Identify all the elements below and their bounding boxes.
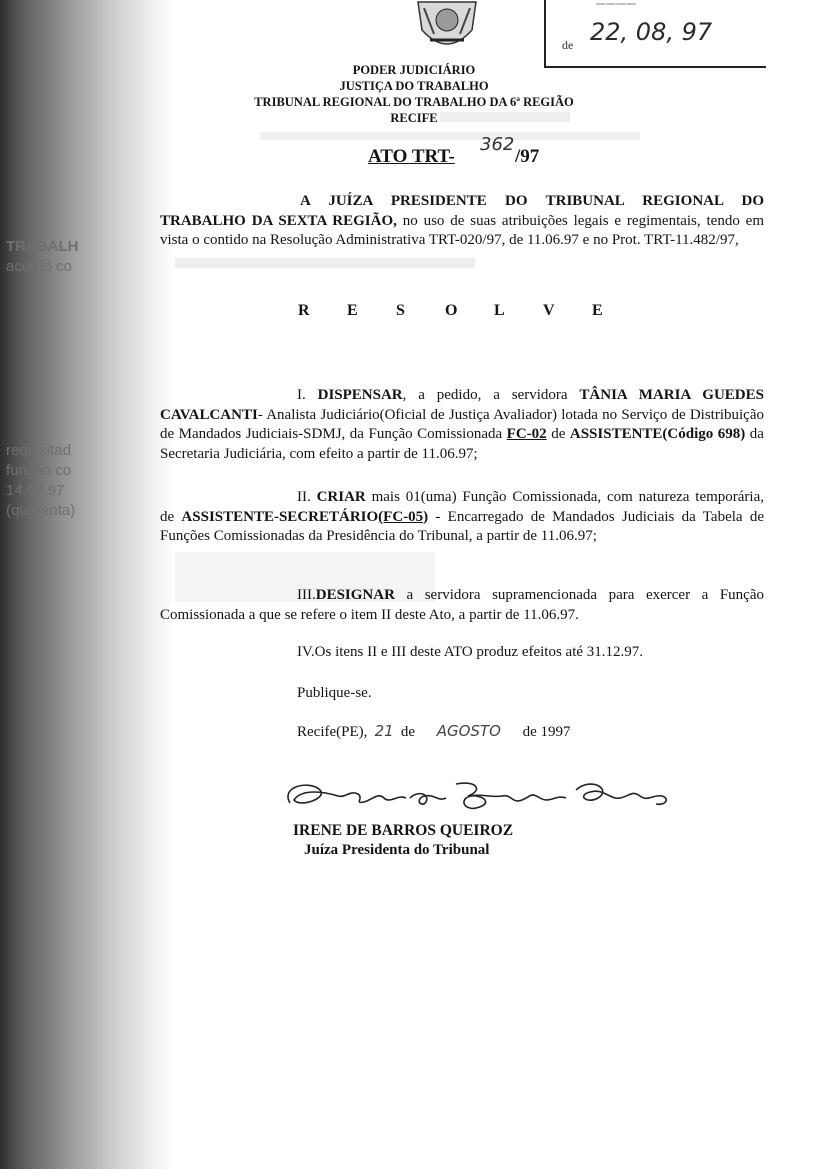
place: Recife(PE), bbox=[297, 724, 368, 740]
item-text: de bbox=[546, 426, 570, 442]
resolve-heading bbox=[298, 302, 641, 320]
ghost-mark bbox=[260, 132, 640, 140]
function-role: ASSISTENTE(Código 698) bbox=[569, 426, 746, 442]
act-title-prefix: ATO TRT- bbox=[368, 146, 455, 167]
publish-line: Publique-se. bbox=[297, 685, 372, 701]
year: de 1997 bbox=[522, 724, 571, 740]
preamble-text: no uso de suas atribuições legais e regimentais, tendo em vista o contido na Resolução Administrativa TRT-020/97, de 11.06.97 e no Prot. TRT-11.482/97, bbox=[160, 212, 764, 248]
resolve-letter: E bbox=[592, 302, 603, 319]
bleed-line: 14.07.97 bbox=[6, 482, 65, 499]
bleed-line: (quarenta) bbox=[6, 502, 76, 519]
item-3 bbox=[160, 586, 764, 625]
item-action: DESIGNAR bbox=[315, 587, 395, 603]
stamp-top-mark: ──── bbox=[596, 0, 637, 11]
item-text: mais 01(uma) Função Comissionada, com natureza temporária, de bbox=[160, 489, 764, 525]
item-text: - Encarregado de Mandados Judiciais da Tabela de Funções Comissionadas da Presidência do Tribunal, a partir de 11.06.97; bbox=[160, 508, 764, 544]
coat-of-arms-emblem bbox=[410, 0, 484, 58]
bleed-line: requisitad bbox=[6, 442, 72, 459]
signer-role: Juíza Presidenta do Tribunal bbox=[304, 842, 490, 858]
item-number: II. bbox=[297, 489, 317, 505]
act-number: 362 bbox=[480, 134, 515, 155]
item-text: a servidora supramencionada para exercer a Função Comissionada a que se refere o item II deste Ato, a partir de 11.06.97. bbox=[160, 587, 764, 623]
stamp-date: 22, 08, 97 bbox=[590, 18, 713, 46]
item-text: da Secretaria Judiciária, com efeito a partir de 11.06.97; bbox=[160, 426, 764, 462]
employee-name: TÂNIA MARIA GUEDES CAVALCANTI bbox=[160, 387, 764, 423]
signer-name: IRENE DE BARROS QUEIROZ bbox=[293, 822, 514, 839]
item-4: IV.Os itens II e III deste ATO produz efeitos até 31.12.97. bbox=[297, 644, 644, 660]
item-action: CRIAR bbox=[316, 489, 366, 505]
resolve-letter: S bbox=[396, 302, 405, 319]
function-code: (FC-05) bbox=[378, 508, 429, 525]
act-title-suffix: /97 bbox=[515, 146, 540, 167]
resolve-letter: R bbox=[298, 302, 310, 319]
function-role: ASSISTENTE-SECRETÁRIO bbox=[181, 508, 379, 525]
item-number: III. bbox=[297, 587, 316, 603]
item-number: I. bbox=[297, 387, 318, 403]
resolve-letter: V bbox=[543, 302, 555, 319]
bleed-line: TRABALH bbox=[6, 238, 79, 255]
resolve-letter: L bbox=[494, 302, 505, 319]
stamp-label: de bbox=[562, 38, 574, 52]
resolve-letter: E bbox=[347, 302, 358, 319]
date-connector: de bbox=[400, 724, 416, 740]
preamble bbox=[160, 192, 764, 251]
header-line-4: RECIFE bbox=[390, 111, 438, 125]
place-date-line bbox=[297, 722, 570, 741]
item-text: , a pedido, a servidora bbox=[402, 387, 580, 403]
ghost-mark bbox=[175, 258, 475, 268]
header-line-3: TRIBUNAL REGIONAL DO TRABALHO DA 6ª REGIÃO bbox=[254, 95, 574, 109]
item-action: DISPENSAR bbox=[317, 387, 403, 403]
bleed-line: acordo co bbox=[6, 258, 72, 275]
header-line-1: PODER JUDICIÁRIO bbox=[352, 63, 476, 77]
handwritten-day: 21 bbox=[374, 722, 394, 740]
handwritten-month: AGOSTO bbox=[436, 722, 501, 740]
item-text: - Analista Judiciário(Oficial de Justiça Avaliador) lotada no Serviço de Distribuição de Mandados Judiciais-SDMJ, da Função Comissionada bbox=[160, 406, 764, 442]
handwritten-signature bbox=[280, 768, 680, 828]
preamble-authority: A JUÍZA PRESIDENTE DO TRIBUNAL REGIONAL DO TRABALHO DA SEXTA REGIÃO, bbox=[160, 193, 764, 229]
resolve-letter: O bbox=[445, 302, 458, 319]
item-2 bbox=[160, 488, 764, 547]
bleed-line: função co bbox=[6, 462, 72, 479]
scan-shadow bbox=[0, 0, 175, 1169]
function-code: FC-02 bbox=[506, 426, 547, 442]
item-1 bbox=[160, 386, 764, 464]
protocol-stamp bbox=[544, 0, 766, 68]
header-line-2: JUSTIÇA DO TRABALHO bbox=[339, 79, 489, 93]
